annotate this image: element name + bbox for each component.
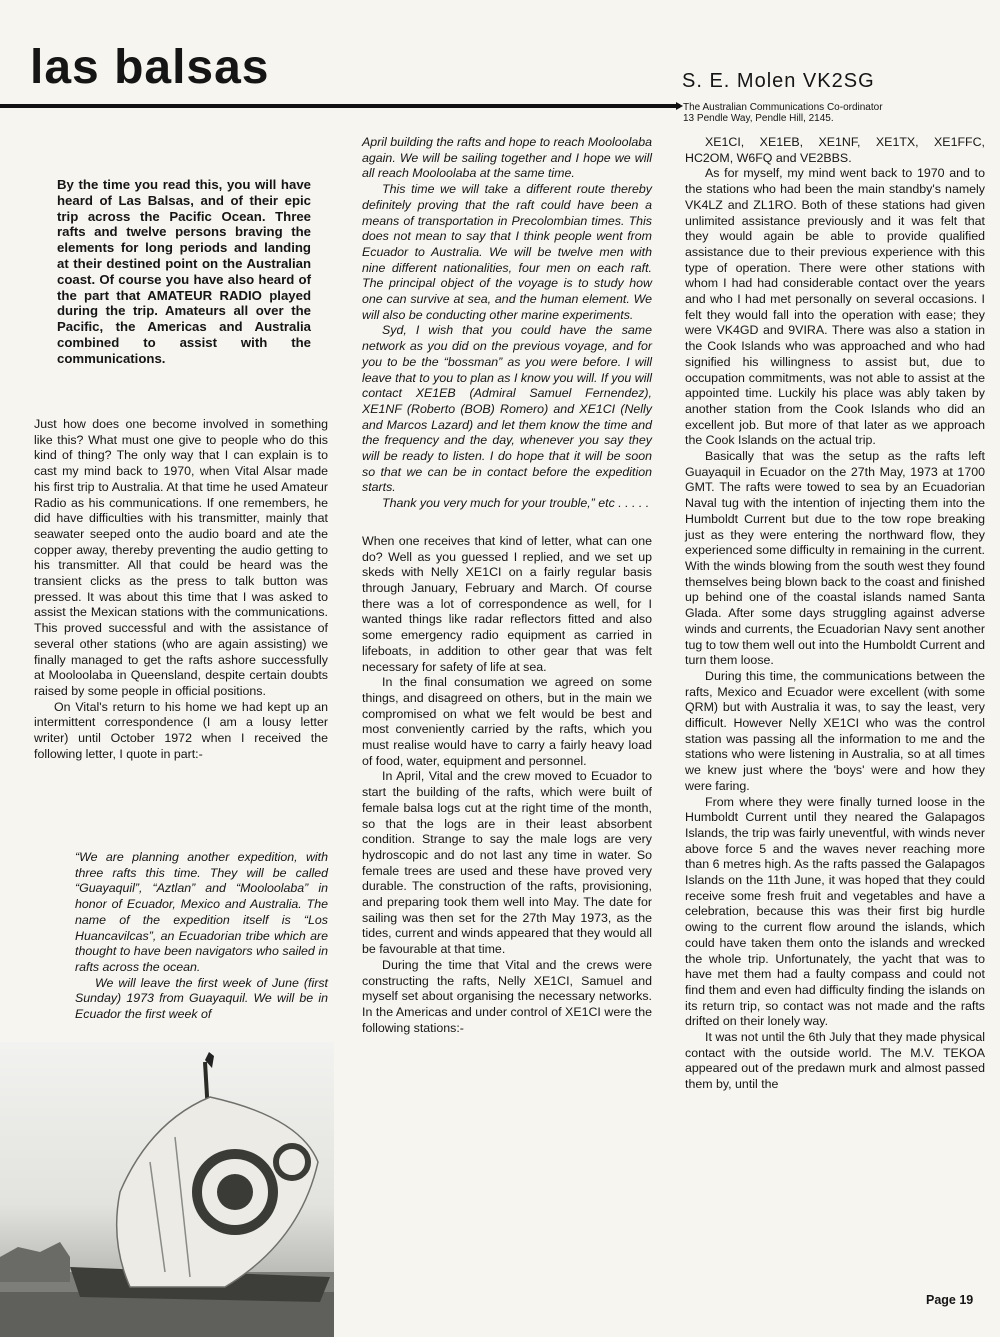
body-paragraph: As for myself, my mind went back to 1970 and to the stations who had been the main standby's namely VK4LZ and ZL1RO. Both of these stations had given unlimited assistance previously and it was felt that they would again be able to provide qualified assistance due to their previous experience with this type of operation. There were other stations with whom I had had considerable contact over the years and who I had met personally on several occasions. I felt they would fall into the operation with ease; they were VK4GD and 9VIRA. There was also a station in the Cook Islands who was approached and who had signified his willingness to assist but, due to occupation commitments, was not able to assist at the appointed time. Luckily his place was ably taken by another station from the Cook Islands who did an excellent job. But more of that later as we approach the Cook Islands on the actual trip. bbox=[685, 166, 985, 448]
author-byline: S. E. Molen VK2SG bbox=[682, 70, 875, 92]
column-1 bbox=[34, 417, 328, 762]
body-paragraph: During the time that Vital and the crews were constructing the rafts, Nelly XE1CI, Samuel and myself set about organising the necessary networks. In the Americas and under control of XE1CI were the following stations:- bbox=[362, 957, 652, 1035]
quote-paragraph: Syd, I wish that you could have the same network as you did on the previous voyage, and for you to be the “bossman” as you were before. I will leave that to you to plan as I know you will. If you will contact XE1EB (Admiral Samuel Fernendez), XE1NF (Roberto (BOB) Romero) and XE1CI (Nelly and Marcos Lazard) and let them know the time and the frequency and the day, whenever you say they will be ready to listen. I do hope that it will be soon so that we can be in contact before the expedition starts. bbox=[362, 323, 652, 495]
body-paragraph: XE1CI, XE1EB, XE1NF, XE1TX, XE1FFC, HC2OM, W6FQ and VE2BBS. bbox=[685, 135, 985, 165]
title-rule bbox=[0, 104, 680, 108]
letter-quote bbox=[75, 850, 328, 1023]
quote-paragraph: April building the rafts and hope to reach Mooloolaba again. We will be sailing together and I hope we will all reach Mooloolaba at the same time. bbox=[362, 135, 652, 181]
quote-paragraph: Thank you very much for your trouble,” etc . . . . . bbox=[382, 496, 650, 511]
body-paragraph: From where they were finally turned loose in the Humboldt Current until they neared the Galapagos Islands, the trip was fairly uneventful, with winds never above force 5 and the waves never reaching more than 6 metres high. As the rafts passed the Galapagos Islands on the 11th June, it was hoped that they could receive some fresh fruit and vegetables and have a celebration, because this was their first big hurdle owing to the current flow around the islands, which could have taken them onto the islands and wrecked the whole trip. Unfortunately, the yacht that was to have met them had a faulty compass and could not find them and even had difficulty finding the islands on its return trip, so contact was not made and the rafts drifted on their lonely way. bbox=[685, 794, 985, 1029]
body-paragraph: On Vital's return to his home we had kept up an intermittent correspondence (I am a lousy letter writer) until October 1972 when I received the following letter, I quote in part:- bbox=[34, 699, 328, 761]
raft-sail-illustration bbox=[0, 1042, 334, 1337]
quote-paragraph: We will leave the first week of June (first Sunday) 1973 from Guayaquil. We will be in Ecuador the first week of bbox=[75, 975, 328, 1022]
affiliation-line: The Australian Communications Co-ordinator bbox=[683, 102, 883, 113]
letter-continuation bbox=[362, 135, 652, 512]
author-affiliation bbox=[683, 102, 983, 124]
body-paragraph: Basically that was the setup as the rafts left Guayaquil in Ecuador on the 27th May, 1973 at 1700 GMT. The rafts were towed to sea by an Ecuadorian Naval tug with the intention of injecting them into the Humboldt Current but due to the tow rope breaking just as they were entering the northward flow, they experienced some difficulty in remaining in the current. With the winds blowing from the south west they found themselves being blown back to the coast and finished up behind one of the coastal islands named Santa Glada. After some days struggling against adverse winds and currents, the Ecuadorian Navy sent another tug to tow them well out into the Humboldt Current and turn them loose. bbox=[685, 449, 985, 668]
body-paragraph: In April, Vital and the crew moved to Ecuador to start the building of the rafts, which were built of female balsa logs cut at the right time of the month, so that the logs are in their least absorbent condition. Strange to say the male logs are very hydroscopic and do not last any time in water. So female trees are used and these have proved very durable. The construction of the rafts, provisioning, and preparing took them well into May. The date for sailing was then set for the 27th May 1973, as the tides, current and winds appeared that they would all be favourable at that time. bbox=[362, 769, 652, 957]
body-paragraph: Just how does one become involved in something like this? What must one give to people who do this kind of thing? The only way that I can explain is to cast my mind back to 1970, when Vital Alsar made his first trip to Australia. At that time he used Amateur Radio as his communications. If one remembers, he did have difficulties with his transmitter, mainly that seawater seeped onto the audio board and ate the copper away, thereby preventing the audio getting to his transmitter. All that could be heard was the transient clicks as the press to talk button was pressed. It was about this time that I was asked to assist the Mexican stations with the communications. This proved successful and with the assistance of several other stations (who are again assisting) we finally managed to get the rafts ashore successfully at Mooloolaba in Queensland, despite certain doubts raised by some people in official positions. bbox=[34, 417, 328, 698]
raft-photo bbox=[0, 1042, 334, 1337]
paragraph-spacer bbox=[362, 512, 652, 534]
body-paragraph: It was not until the 6th July that they made physical contact with the outside world. The M.V. TEKOA appeared out of the predawn murk and almost passed them by, until the bbox=[685, 1030, 985, 1092]
column-2 bbox=[362, 135, 652, 1036]
intro-paragraph: By the time you read this, you will have heard of Las Balsas, and of their epic trip across the Pacific Ocean. Three rafts and twelve persons braving the elements for long periods and landing at their destined point on the Australian coast. Of course you have also heard of the part that AMATEUR RADIO played during the trip. Amateurs all over the Pacific, the Americas and Australia combined to assist with the communications. bbox=[57, 177, 311, 366]
column-3 bbox=[685, 135, 985, 1093]
body-paragraph: During this time, the communications between the rafts, Mexico and Ecuador were excellent (with some QRM) but with Australia it was, to say the least, very difficult. However Nelly XE1CI who was the control station was passing all the information to me and the stations who were listening in Australia, so at all times we knew just where the 'boys' were and how they were faring. bbox=[685, 668, 985, 793]
page-number: Page 19 bbox=[926, 1293, 974, 1307]
affiliation-line: 13 Pendle Way, Pendle Hill, 2145. bbox=[683, 113, 834, 124]
body-paragraph: When one receives that kind of letter, what can one do? Well as you guessed I replied, and we set up skeds with Nelly XE1CI on a fairly regular basis through January, February and March. Of course there was a lot of correspondence as well, for I wanted things like radar reflectors fitted and also some emergency radio equipment as carried in lifeboats, in addition to other gear that was felt necessary for safety of life at sea. bbox=[362, 533, 652, 674]
quote-paragraph: “We are planning another expedition, with three rafts this time. They will be called “Guayaquil”, “Aztlan” and “Mooloolaba” in honor of Ecuador, Mexico and Australia. The name of the expedition itself is “Los Huancavilcas”, an Ecuadorian tribe which are thought to have been navigators who sailed in rafts across the ocean. bbox=[75, 850, 328, 974]
body-paragraph: In the final consumation we agreed on some things, and disagreed on others, but in the main we compromised on what we felt would be best and most conveniently carried by the rafts, which you must realise would have to carry a fairly heavy load of food, water, equipment and personnel. bbox=[362, 675, 652, 768]
article-title: las balsas bbox=[30, 41, 270, 94]
quote-paragraph: This time we will take a different route thereby definitely proving that the raft could have been a means of transportation in Precolombian times. This does not mean to say that I think people went from Ecuador to Australia. We will be twelve men with nine different nationalities, four men on each raft. The principal object of the voyage is to study how one can survive at sea, and the human element. We will also be conducting other marine experiments. bbox=[362, 182, 652, 322]
